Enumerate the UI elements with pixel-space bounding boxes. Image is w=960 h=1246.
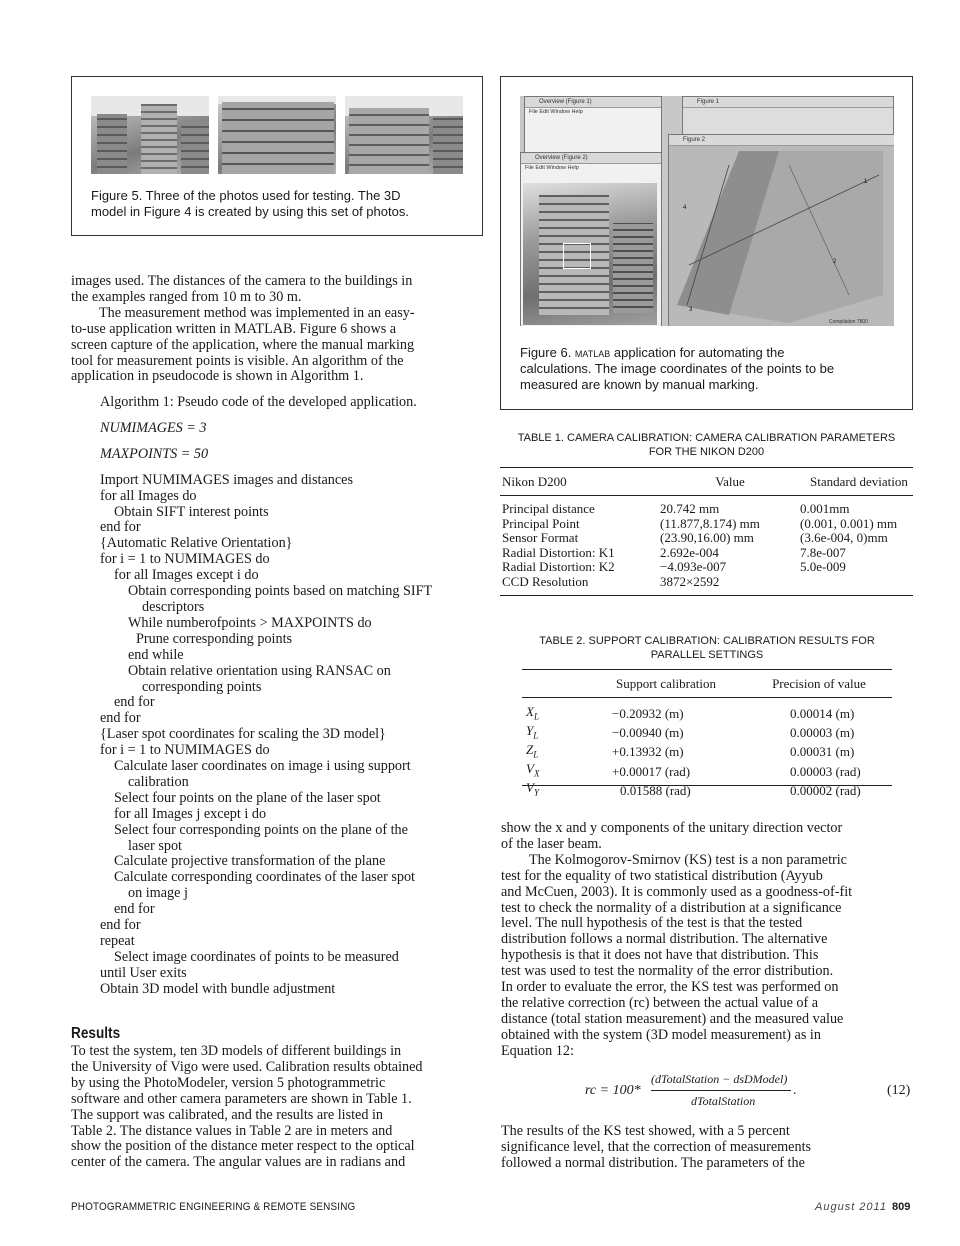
photo-1 [91, 96, 209, 174]
table-1-body [502, 502, 913, 589]
algorithm-maxpoints: MAXPOINTS = 50 [100, 445, 209, 462]
figure-6 [500, 76, 913, 410]
table-2-mid-rule [522, 697, 892, 698]
table-row: $X_L$ −0.20932 (m) 0.00014 (m) [526, 704, 855, 722]
table-row: Principal Point (11.877,8.174) mm (0.001, 0.001) mm [502, 515, 898, 531]
footer-page-number: 809 [892, 1201, 911, 1213]
matlab-screenshot [520, 96, 894, 326]
results-paragraph: To test the system, ten 3D models of different buildings in the University of Vigo were used. Calibration results obtained by using the PhotoModeler, version 5 photogrammetric software and other camera parameters are shown in Table 1. The support was calibrated, and the results are listed in Table 2. The distance values in Table 2 are in meters and show the position of the distance meter respect to the optical center of the camera. The angular values are in radians and [71, 1043, 423, 1171]
footer-date: August 2011 [815, 1201, 887, 1213]
point-label-4: 4 [683, 205, 687, 211]
table-row: $V_Y$ 0.01588 (rad) 0.00002 (rad) [526, 780, 861, 798]
table-2-header: Support calibration Precision of value [615, 676, 866, 691]
table-2-body [526, 705, 892, 800]
table-1-caption: TABLE 1. CAMERA CALIBRATION: CAMERA CALIBRATION PARAMETERS FOR THE NIKON D200 [517, 432, 896, 458]
table-row: Sensor Format (23.90,16.00) mm (3.6e-004, 0)mm [502, 530, 888, 545]
algorithm-numimages: NUMIMAGES = 3 [100, 419, 207, 436]
photo-2 [218, 96, 336, 174]
table-1-bottom-rule [500, 595, 913, 596]
overview-1-window: Overview (Figure 1) File Edit Window Help [524, 96, 662, 158]
equation-denominator: dTotalStation [691, 1094, 756, 1108]
figure-6-caption: Figure 6. matlab application for automating the calculations. The image coordinates of the points to be measured are known by manual marking. [520, 345, 835, 392]
ks-results-paragraph: The results of the KS test showed, with a 5 percent significance level, that the correction of measurements followed a normal distribution. The parameters of the [501, 1123, 812, 1171]
table-2-caption: TABLE 2. SUPPORT CALIBRATION: CALIBRATION RESULTS FOR PARALLEL SETTINGS [539, 635, 875, 661]
algorithm-title: Algorithm 1: Pseudo code of the developed application. [100, 394, 417, 410]
results-heading: Results [71, 1025, 121, 1042]
table-1-top-rule [500, 467, 913, 468]
point-label-2: 2 [833, 259, 837, 265]
photo-3 [345, 96, 463, 174]
figure-5 [71, 76, 483, 236]
left-intro-paragraph: images used. The distances of the camera to the buildings in the examples ranged from 10 m to 30 m. The measurement method was implemented in an easy- to-use application written in MATLAB. Figure 6 shows a screen capture of the application, where the manual marking tool for measurement points is visible. An algorithm of the application in pseudocode is shown in Algorithm 1. [71, 273, 415, 385]
point-label-3: 3 [689, 307, 693, 313]
table-row: $Z_L$ +0.13932 (m) 0.00031 (m) [526, 742, 855, 760]
table-row: Radial Distortion: K1 2.692e-004 7.8e-007 [502, 544, 846, 560]
algorithm-1: Algorithm 1: Pseudo code of the developed application. NUMIMAGES = 3 MAXPOINTS = 50 Import NUMIMAGES images and distances for all Images do Obtain SIFT interest points end for {Automatic Relative Orientation} for i = 1 to NUMIMAGES do for all Images except i do Obtain corresponding points based on matching SIFT descriptors While numberofpoints > MAXPOINTS do Prune corresponding points end while Obtain relative orientation using RANSAC on corresponding points end for end for {Laser spot coordinates for scaling the 3D model} for i = 1 to NUMIMAGES do Calculate laser coordinates on image i using support calibration Select four points on the plane of the laser spot for all Images j except i do Select four corresponding points on the plane of the laser spot Calculate projective transformation of the plane Calculate corresponding coordinates of the laser spot on image j end for end for repeat Select image coordinates of points to be measured until User exits Obtain 3D model with bundle adjustment [100, 395, 484, 998]
equation-number: (12) [887, 1083, 911, 1098]
watermark: Compilation 7800 [829, 319, 868, 325]
overview-2-window: Overview (Figure 2) File Edit Window Help [520, 152, 662, 326]
table-1-header: Nikon D200 Value Standard deviation [502, 474, 908, 489]
ks-test-paragraph: show the x and y components of the unitary direction vector of the laser beam. The Kolmogorov-Smirnov (KS) test is a non parametric test for the equality of two statistical distribution (Ayyub and McCuen, 2003). It is commonly used as a goodness-of-fit test to check the normality of a distribution at a significance level. The null hypothesis of the test is that the tested distribution follows a normal distribution. The alternative hypothesis is that it does not have that distribution. This test was used to test the normality of the error distribution. In order to evaluate the error, the KS test was performed on the relative correction (rc) between the actual value of a distance (total station measurement) and the measured value obtained with the system (3D model measurement) as in Equation 12: [501, 820, 853, 1059]
equation-numerator: (dTotalStation − dsDModel) [651, 1072, 788, 1086]
table-2-top-rule [522, 669, 892, 670]
table-row: $V_X$ +0.00017 (rad) 0.00003 (rad) [526, 761, 861, 779]
point-label-1: 1 [864, 179, 868, 185]
table-row: Principal distance 20.742 mm 0.001mm [502, 501, 850, 516]
figure-5-caption: Figure 5. Three of the photos used for testing. The 3D model in Figure 4 is created by using this set of photos. [91, 188, 409, 219]
figure-2-window: Figure 2 1 2 3 4 Compilation 7800 [668, 134, 894, 326]
equation-12: rc = 100* (dTotalStation − dsDModel) . dTotalStation (12) [585, 1072, 911, 1108]
footer-journal: PHOTOGRAMMETRIC ENGINEERING & REMOTE SENSING [71, 1201, 356, 1213]
table-row: Radial Distortion: K2 −4.093e-007 5.0e-009 [502, 559, 846, 574]
table-1-mid-rule [500, 495, 913, 496]
equation-lhs: rc = 100* [585, 1083, 641, 1098]
table-2-bottom-rule [522, 785, 892, 786]
figure-1-window: Figure 1 [682, 96, 894, 326]
figure-2-plot [669, 145, 894, 326]
table-row: $Y_L$ −0.00940 (m) 0.00003 (m) [526, 723, 855, 741]
table-row: CCD Resolution 3872×2592 [502, 573, 720, 589]
